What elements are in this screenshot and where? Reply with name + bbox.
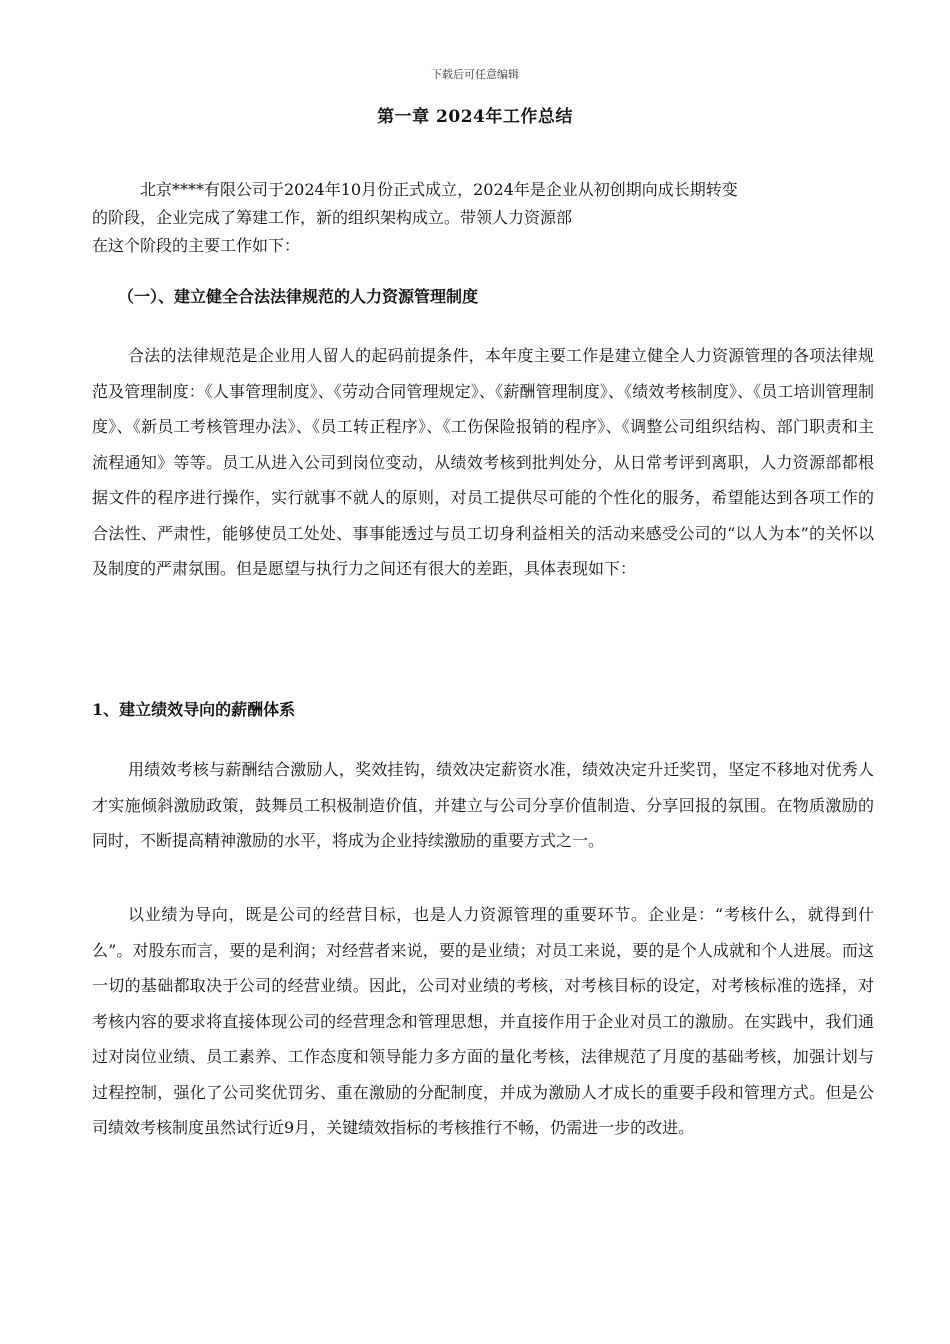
intro-line-2: 的阶段，企业完成了筹建工作，新的组织架构成立。带领人力资源部: [92, 208, 573, 227]
header-note: 下载后可任意编辑: [431, 68, 519, 81]
section-heading: （一）、建立健全合法法律规范的人力资源管理制度: [118, 287, 479, 306]
chapter-title: 第一章 2024年工作总结: [377, 107, 573, 127]
subsection-paragraph-1: 用绩效考核与薪酬结合激励人，奖效挂钩，绩效决定薪资水准，绩效决定升迁奖罚，坚定不移地对优秀人才实施倾斜激励政策，鼓舞员工积极制造价值，并建立与公司分享价值制造、分享回报的氛围。在物质激励的同时，不断提高精神激励的水平，将成为企业持续激励的重要方式之一。: [92, 760, 874, 850]
subsection-paragraph-2: 以业绩为导向，既是公司的经营目标，也是人力资源管理的重要环节。企业是：“考核什么，就得到什么”。对股东而言，要的是利润；对经营者来说，要的是业绩；对员工来说，要的是个人成就和个人进展。而这一切的基础都取决于公司的经营业绩。因此，公司对业绩的考核，对考核目标的设定，对考核标准的选择，对考核内容的要求将直接体现公司的经营理念和管理思想，并直接作用于企业对员工的激励。在实践中，我们通过对岗位业绩、员工素养、工作态度和领导能力多方面的量化考核，法律规范了月度的基础考核，加强计划与过程控制，强化了公司奖优罚劣、重在激励的分配制度，并成为激励人才成长的重要手段和管理方式。但是公司绩效考核制度虽然试行近9月，关键绩效指标的考核推行不畅，仍需进一步的改进。: [92, 905, 874, 1137]
intro-line-3: 在这个阶段的主要工作如下：: [92, 236, 301, 255]
intro-line-1: 北京****有限公司于2024年10月份正式成立，2024年是企业从初创期向成长期转变: [140, 180, 738, 199]
intro-paragraph: [92, 176, 872, 260]
section-paragraph: 合法的法律规范是企业用人留人的起码前提条件，本年度主要工作是建立健全人力资源管理的各项法律规范及管理制度：《人事管理制度》、《劳动合同管理规定》、《薪酬管理制度》、《绩效考核制度》、《员工培训管理制度》、《新员工考核管理办法》、《员工转正程序》、《工伤保险报销的程序》、《调整公司组织结构、部门职责和主流程通知》等等。员工从进入公司到岗位变动，从绩效考核到批判处分，从日常考评到离职，人力资源部都根据文件的程序进行操作，实行就事不就人的原则，对员工提供尽可能的个性化的服务，希望能达到各项工作的合法性、严肃性，能够使员工处处、事事能透过与员工切身利益相关的活动来感受公司的“以人为本”的关怀以及制度的严肃氛围。但是愿望与执行力之间还有很大的差距，具体表现如下：: [92, 346, 874, 578]
subsection-heading: 1、建立绩效导向的薪酬体系: [92, 700, 296, 719]
